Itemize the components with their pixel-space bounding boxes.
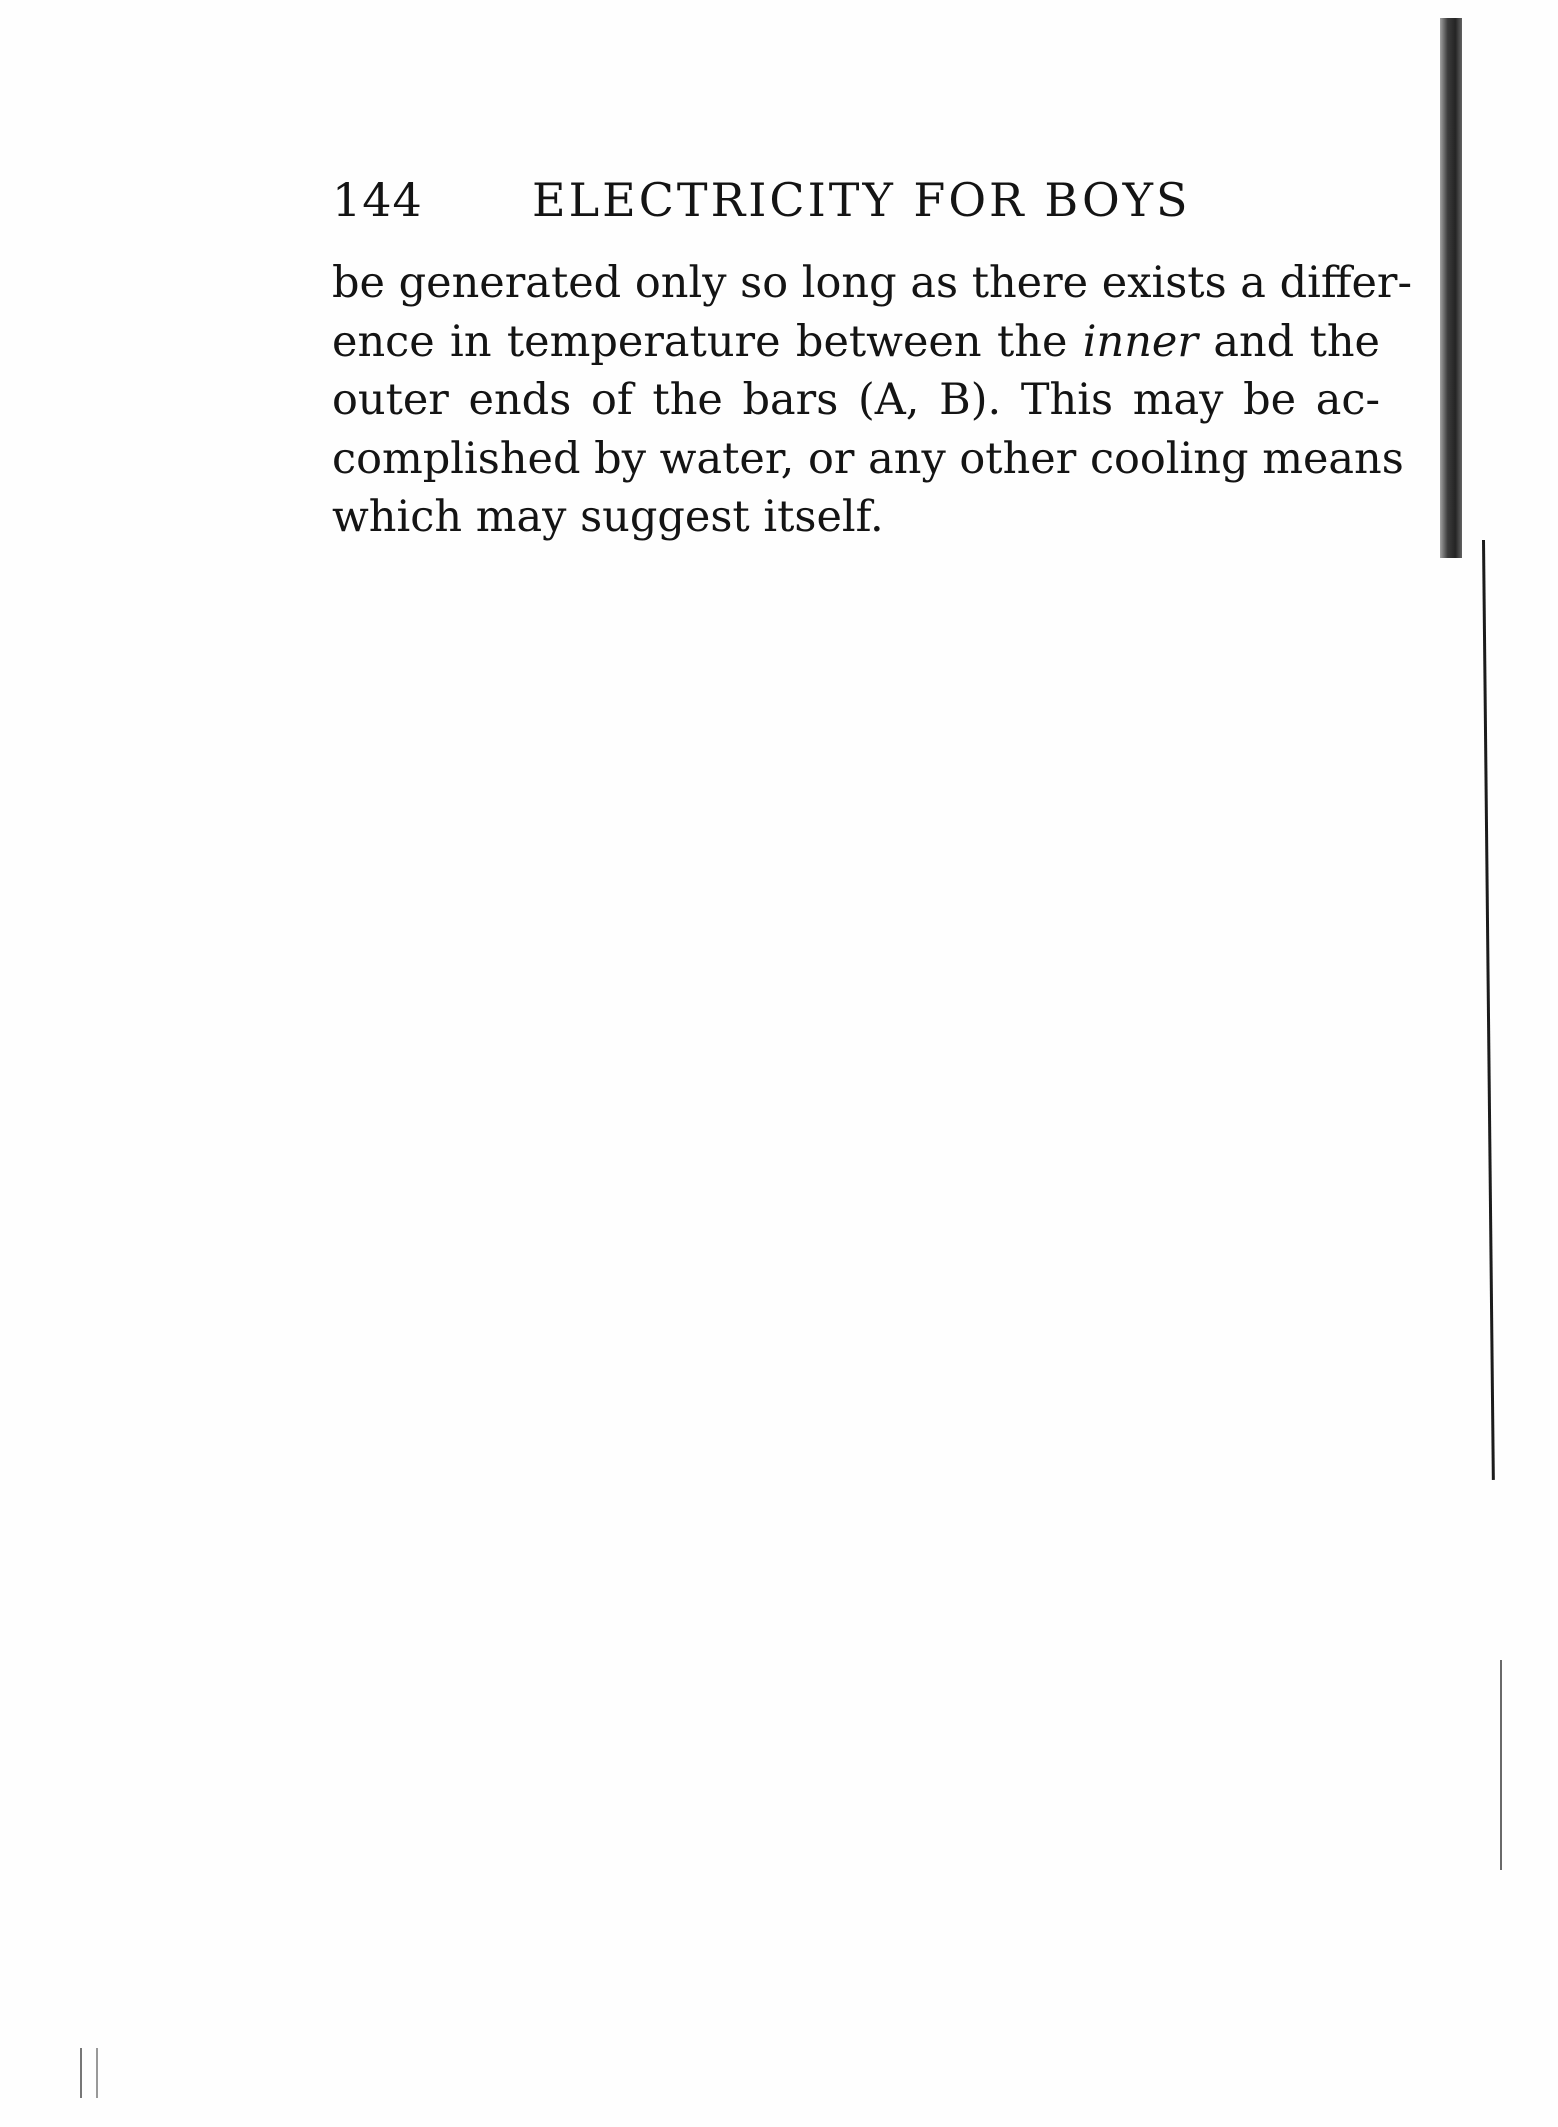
text-run: ence in temperature between the (332, 316, 1083, 367)
text-line: outer ends of the bars (A, B). This may be ac- (332, 375, 1380, 425)
text-line: which may suggest itself. (332, 492, 884, 542)
text-run: and the (1197, 316, 1380, 367)
scan-binding-shadow (1440, 18, 1462, 558)
text-line: complished by water, or any other cooling means (332, 433, 1404, 484)
scan-corner-mark (80, 2048, 98, 2098)
text-line: be generated only so long as there exists a differ- (332, 258, 1412, 308)
italic-word: inner (1082, 316, 1198, 367)
scan-binding-line (1482, 540, 1495, 1480)
scan-edge-mark (1500, 1660, 1502, 1870)
running-head (332, 170, 1352, 230)
text-line (332, 313, 1380, 372)
running-title: ELECTRICITY FOR BOYS (532, 173, 1191, 227)
body-paragraph (332, 254, 1412, 547)
page-number: 144 (332, 173, 423, 227)
